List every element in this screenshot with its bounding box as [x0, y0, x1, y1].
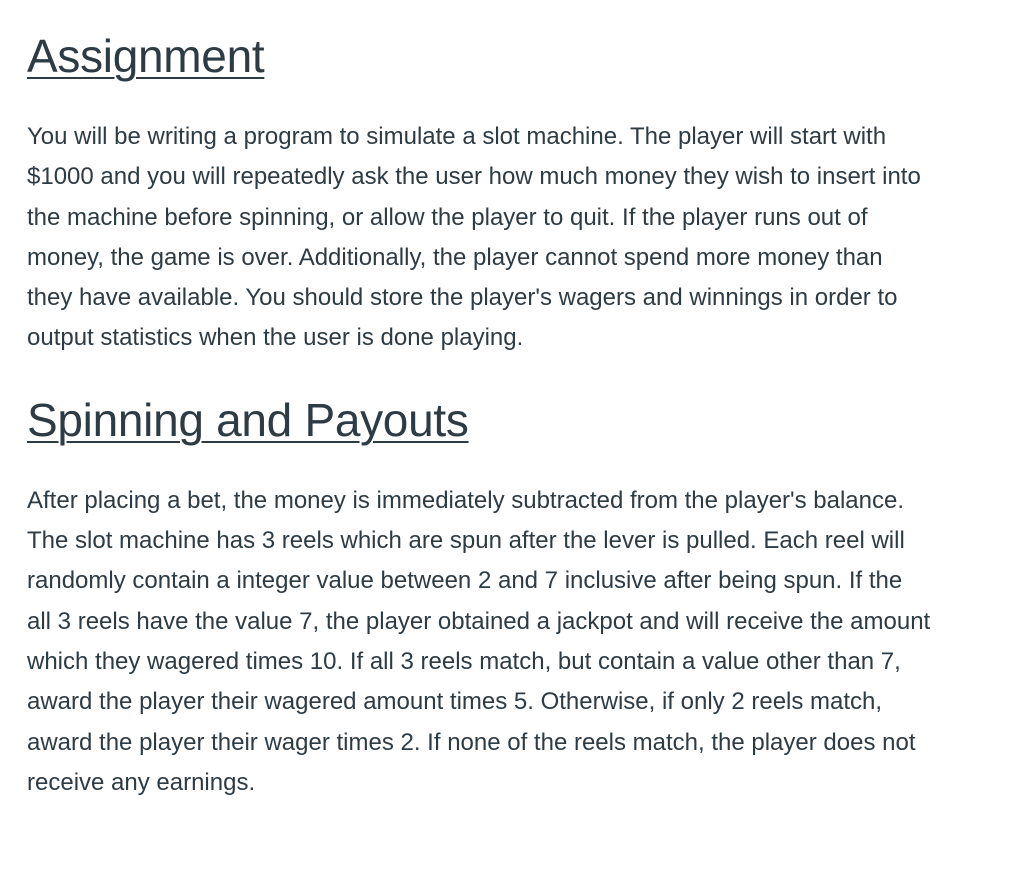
assignment-paragraph: You will be writing a program to simulate a slot machine. The player will start with $1000 and you will repeatedly ask the user how much money they wish to insert into the machine before spinning, or allow the player to quit. If the player runs out of money, the game is over. Additionally, the player cannot spend more money than they have available. You should store the player's wagers and winnings in order to output statistics when the user is done playing. [27, 123, 921, 352]
assignment-heading: Assignment [27, 30, 265, 82]
spinning-and-payouts-paragraph: After placing a bet, the money is immediately subtracted from the player's balance. The slot machine has 3 reels which are spun after the lever is pulled. Each reel will randomly contain a integer value between 2 and 7 inclusive after being spun. If the all 3 reels have the value 7, the player obtained a jackpot and will receive the amount which they wagered times 10. If all 3 reels match, but contain a value other than 7, award the player their wagered amount times 5. Otherwise, if only 2 reels match, award the player their wager times 2. If none of the reels match, the player does not receive any earnings. [27, 486, 931, 796]
spinning-and-payouts-heading: Spinning and Payouts [27, 393, 469, 446]
